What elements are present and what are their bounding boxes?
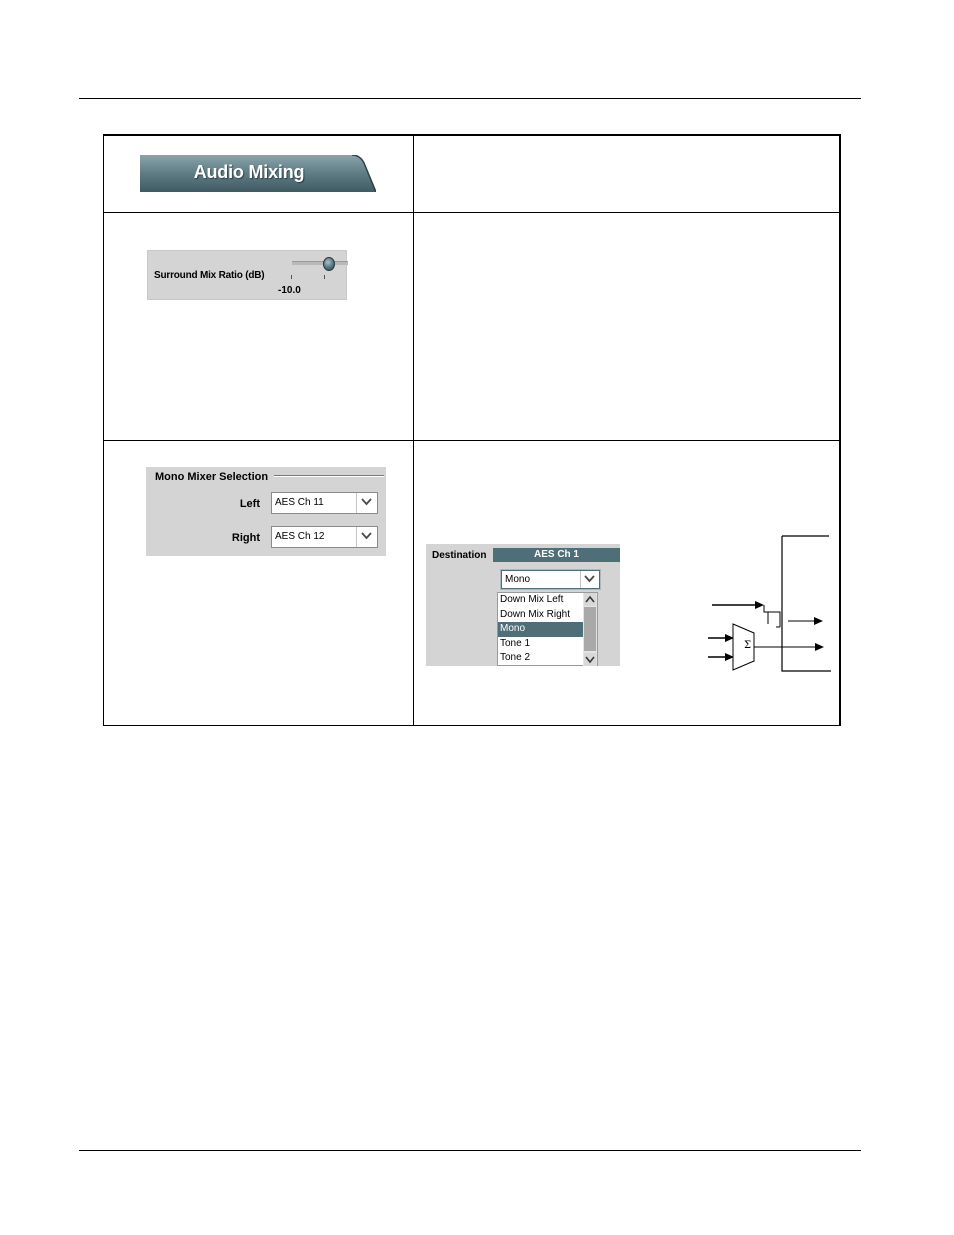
surround-mix-label: Surround Mix Ratio (dB) [154,270,265,281]
left-select[interactable] [271,492,378,514]
slider-tick [291,275,292,279]
option-mono[interactable]: Mono [498,622,597,637]
scroll-thumb[interactable] [584,607,596,651]
destination-select[interactable] [501,570,600,589]
option-down-mix-right[interactable]: Down Mix Right [500,608,571,620]
left-label: Left [239,498,260,510]
surround-mix-value: -10.0 [278,285,301,296]
destination-channel-header: AES Ch 1 [493,548,620,562]
left-select-value: AES Ch 11 [275,497,324,508]
scroll-down-icon[interactable] [584,653,596,666]
footer-rule [79,1150,861,1151]
mono-mixer-title: Mono Mixer Selection [155,471,274,483]
chevron-down-icon[interactable] [580,571,599,588]
mixer-signal-diagram [700,530,835,675]
audio-mixing-title: Audio Mixing [193,162,305,182]
chevron-down-icon[interactable] [356,493,377,513]
option-down-mix-left[interactable]: Down Mix Left [500,594,564,605]
destination-label: Destination [432,550,487,561]
chevron-down-icon[interactable] [356,527,377,547]
sigma-symbol: Σ [744,640,752,651]
header-rule [79,98,861,99]
surround-mix-thumb[interactable] [323,257,335,271]
mono-mixer-panel [146,467,386,556]
surround-mix-track[interactable] [292,261,348,265]
destination-panel [426,544,620,666]
right-label: Right [231,532,260,544]
options-scrollbar[interactable] [583,593,597,666]
scroll-up-icon[interactable] [584,593,596,606]
group-divider [266,475,384,477]
slider-tick [324,275,325,279]
option-tone-2[interactable]: Tone 2 [500,652,531,664]
right-select-value: AES Ch 12 [275,531,325,542]
destination-select-value: Mono [505,574,531,585]
audio-mixing-tab[interactable] [140,155,376,192]
option-tone-1[interactable]: Tone 1 [500,637,531,649]
surround-mix-panel [147,250,347,300]
right-select[interactable] [271,526,378,548]
